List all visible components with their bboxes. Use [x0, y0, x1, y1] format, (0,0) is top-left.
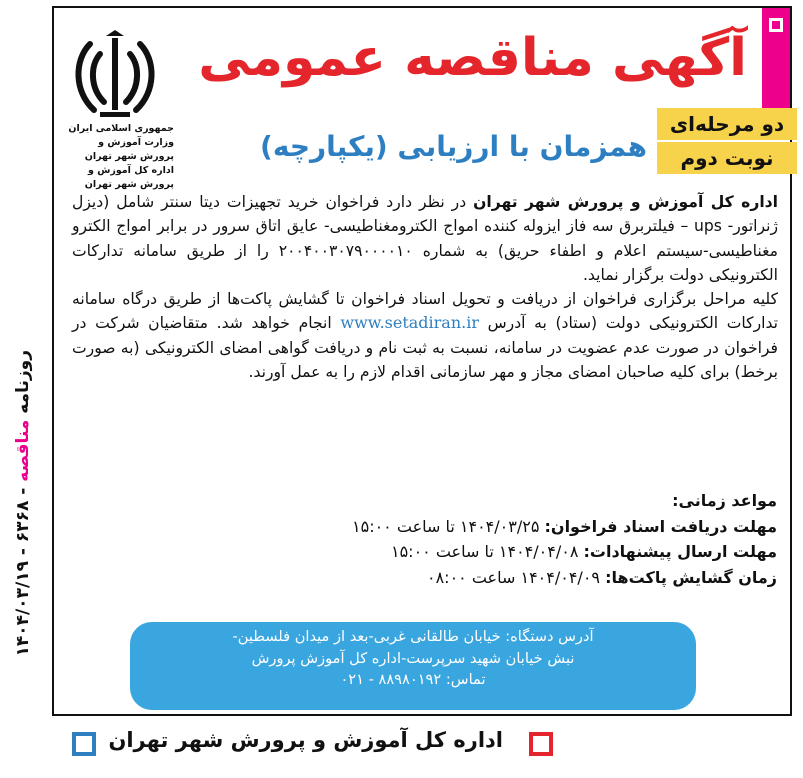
stage-badge [657, 108, 797, 174]
website-link[interactable]: www.setadiran.ir [340, 313, 479, 333]
deadline-row [77, 539, 777, 565]
deadline-value: ۱۴۰۴/۰۴/۰۸ تا ساعت ۱۵:۰۰ [390, 542, 579, 561]
publication-info [8, 350, 38, 657]
stage-type-label: دو مرحله‌ای [657, 108, 797, 140]
footer-organization: اداره کل آموزش و پرورش شهر تهران [108, 728, 503, 752]
deadline-row [77, 514, 777, 540]
issue-date: - ۶۳۶۸ - ۱۴۰۴/۰۳/۱۹ [13, 481, 33, 657]
emblem-caption [62, 122, 174, 192]
newspaper-name: مناقصه [13, 419, 33, 482]
paragraph-1: در نظر دارد فراخوان خرید تجهیزات دیتا سنتر شامل (دیزل ژنراتور- ups – فیلتربرق سه فاز ایزوله کننده امواج الکترومغناطیسی- عایق اتاق سرور در برابر امواج الکترو مغناطیسی-سیستم اعلام و اطفاء حریق) به شماره ۲۰۰۴۰۰۳۰۷۹۰۰۰۰۱۰ را از طریق سامانه تدارکات الکترونیکی دولت برگزار نماید. [72, 193, 779, 284]
ad-title: آگهی مناقصه عمومی [198, 28, 747, 88]
deadlines-heading: مواعد زمانی: [672, 491, 777, 510]
emblem-line-1: جمهوری اسلامی ایران [68, 123, 174, 134]
newspaper-prefix: روزنامه [13, 350, 33, 420]
address-line-2: نبش خیابان شهید سرپرست-اداره کل آموزش پرورش [251, 649, 575, 667]
deadline-label: مهلت دریافت اسناد فراخوان: [544, 516, 777, 536]
paragraph-2-start: کلیه مراحل برگزاری فراخوان از دریافت و تحویل اسناد فراخوان تا گشایش پاکت‌ها از طریق درگاه سامانه تدارکات الکترونیکی دولت (ستاد) به آدرس [72, 290, 778, 333]
deadline-value: ۱۴۰۴/۰۳/۲۵ تا ساعت ۱۵:۰۰ [352, 516, 540, 536]
address-line-1: آدرس دستگاه: خیابان طالقانی غربی-بعد از میدان فلسطین- [232, 628, 594, 645]
blue-square-icon [72, 732, 96, 756]
contact-phone: تماس: ۸۸۹۸۰۱۹۲ - ۰۲۱ [340, 671, 486, 688]
deadline-row [77, 565, 777, 591]
iran-emblem-icon [70, 30, 160, 122]
footer [0, 720, 803, 772]
deadline-label: زمان گشایش پاکت‌ها: [605, 567, 777, 587]
address-box [130, 622, 696, 710]
deadline-label: مهلت ارسال پیشنهادات: [583, 542, 777, 561]
lead-organization: اداره کل آموزش و پرورش شهر تهران [473, 193, 779, 211]
emblem-line-2: وزارت آموزش و پرورش شهر تهران [84, 137, 174, 162]
red-square-icon [529, 732, 553, 756]
publication-sidebar [8, 350, 38, 657]
emblem-line-3: اداره کل آموزش و پرورش شهر تهران [84, 165, 174, 190]
ad-subtitle: همزمان با ارزیابی (یکپارچه) [260, 130, 647, 163]
paragraph-2-end: انجام خواهد شد. متقاضیان شرکت در فراخوان در صورت عدم عضویت در سامانه، نسبت به ثبت نام و دریافت گواهی امضای الکترونیکی (به صورت برخط) برای کلیه صاحبان امضای مجاز و مهر سازمانی اقدام لازم را به عمل آورند. [72, 314, 778, 382]
round-label: نوبت دوم [657, 142, 797, 174]
ad-body [72, 190, 778, 384]
deadline-value: ۱۴۰۴/۰۴/۰۹ ساعت ۰۸:۰۰ [426, 567, 600, 587]
deadlines-section [77, 488, 777, 590]
